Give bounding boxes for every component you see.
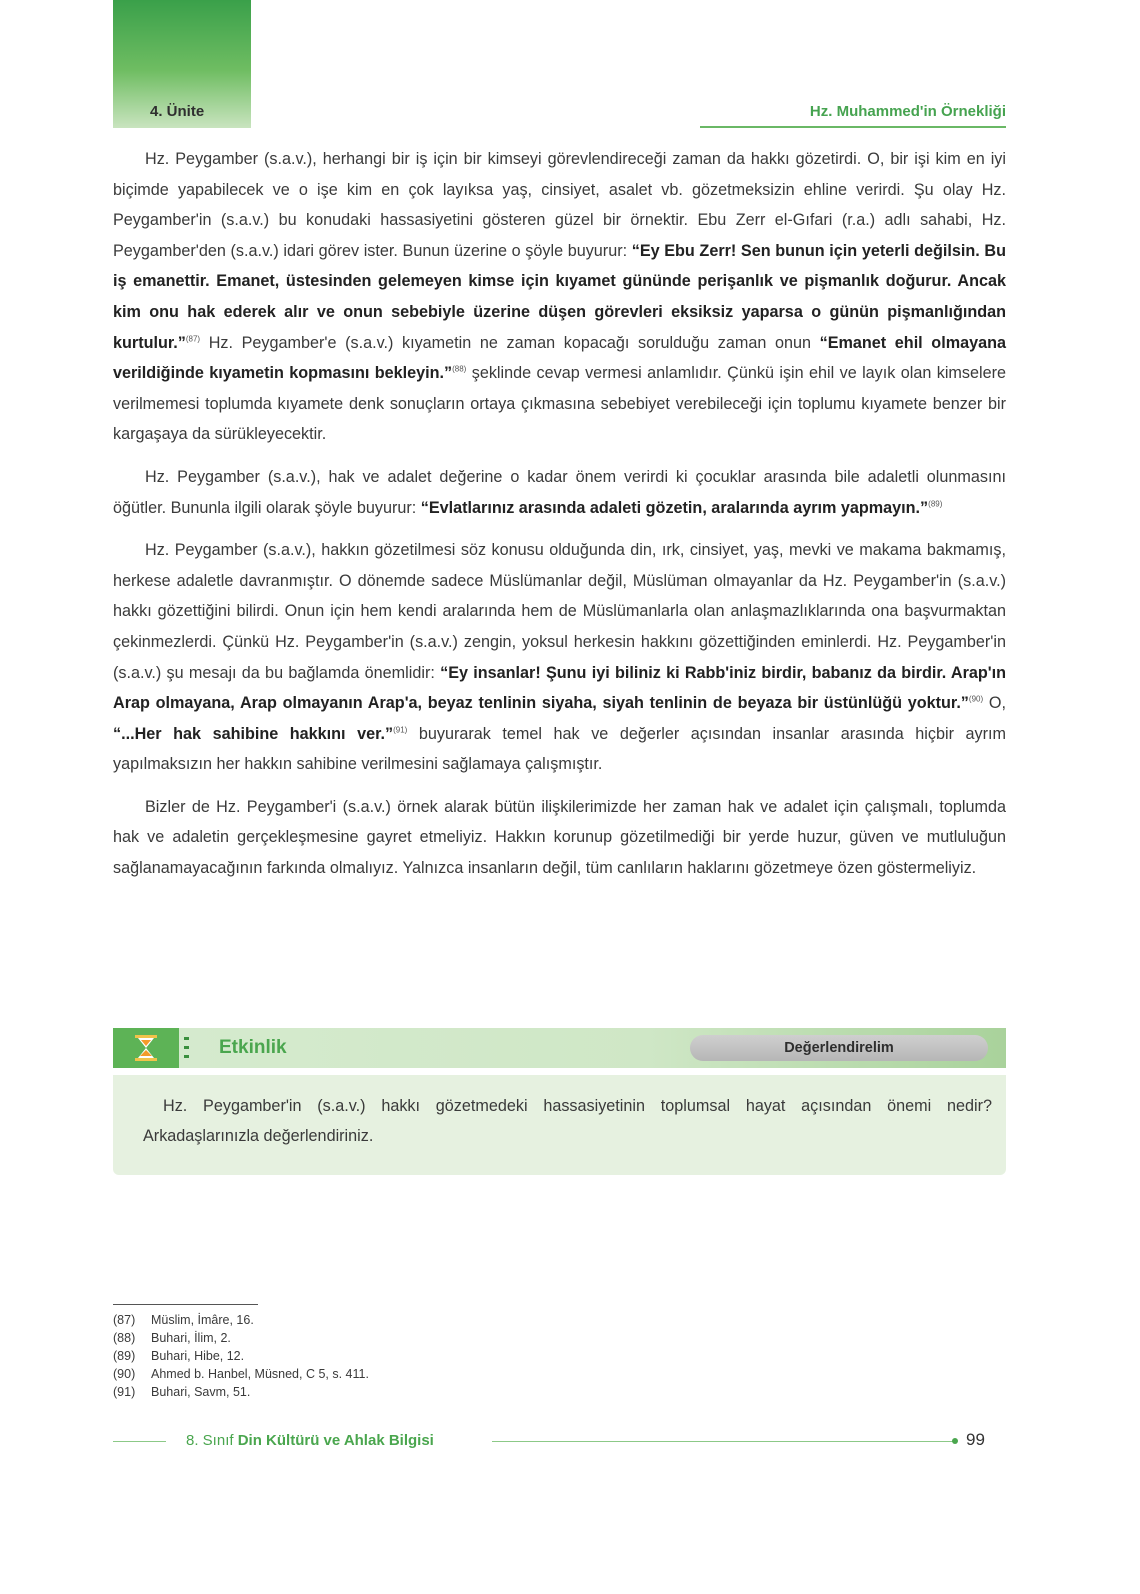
body-paragraph [113, 144, 1006, 450]
activity-question: Hz. Peygamber'in (s.a.v.) hakkı gözetmedeki hassasiyetinin toplumsal hayat açısından önemi nedir? Arkadaşlarınızla değerlendiriniz. [143, 1097, 992, 1145]
hadith-quote: “Emanet ehil olmayana verildiğinde kıyametin kopmasını bekleyin.” [113, 333, 1006, 383]
footer-book-name: Din Kültürü ve Ahlak Bilgisi [237, 1432, 434, 1449]
footnote-item [113, 1311, 369, 1329]
activity-title: Etkinlik [219, 1037, 287, 1058]
body-text-run: Hz. Peygamber (s.a.v.), herhangi bir iş için bir kimseyi görevlendireceği zaman da hakkı gözetirdi. O, bir işi kim en iyi biçimde yapabilecek ve o işe kim en çok layıksa yaş, cinsiyet, asalet vb. gözetmeksizin ehline verirdi. Şu olay Hz. Peygamber'in (s.a.v.) bu konudaki hassasiyetini gösteren güzel bir örnektir. Ebu Zerr el-Gıfari (r.a.) adlı sahabi, Hz. Peygamber'den (s.a.v.) idari görev ister. Bunun üzerine o şöyle buyurur: [113, 150, 1006, 260]
body-paragraph [113, 462, 1006, 523]
body-text-run: şeklinde cevap vermesi anlamlıdır. Çünkü işin ehil ve layık olan kimselere verilmemesi toplumda kıyamete denk sonuçların ortaya çıkmasına sebebiyet verebileceği için toplumu kıyamete benzer bir kargaşaya da sürükleyecektir. [113, 364, 1006, 444]
footnote-number: (87) [113, 1313, 136, 1327]
hadith-quote: “Ey insanlar! Şunu iyi biliniz ki Rabb'iniz birdir, babanız da birdir. Arap'ın Arap olmayana, Arap olmayanın Arap'a, beyaz tenlinin siyaha, siyah tenlinin de beyaza bir üstünlüğü yoktur.” [113, 663, 1007, 713]
footer-grade: 8. Sınıf [186, 1432, 234, 1449]
chapter-title: Hz. Muhammed'in Örnekliği [809, 103, 1006, 120]
header-divider [700, 126, 1006, 128]
footnote-number: (89) [113, 1349, 136, 1363]
footnote-text: Buhari, Savm, 51. [151, 1385, 251, 1399]
hadith-quote: “Evlatlarınız arasında adaleti gözetin, aralarında ayrım yapmayın.” [420, 498, 929, 517]
body-paragraph [113, 792, 1006, 884]
footnote-text: Buhari, Hibe, 12. [151, 1349, 245, 1363]
footnote-ref: (91) [393, 725, 408, 735]
body-text-run: buyurarak temel hak ve değerler açısından insanlar arasında hiçbir ayrım yapılmaksızın her hakkın sahibine verilmesini sağlamaya çalışmıştır. [113, 724, 1006, 774]
footnote-ref: (89) [928, 499, 943, 509]
footer-rule-left [113, 1441, 166, 1442]
body-paragraph [113, 535, 1006, 780]
hadith-quote: “...Her hak sahibine hakkını ver.” [113, 724, 394, 743]
footnote-text: Buhari, İlim, 2. [151, 1331, 231, 1345]
footnote-number: (90) [113, 1367, 136, 1381]
footnote-item [113, 1383, 369, 1401]
footnote-text: Müslim, İmâre, 16. [151, 1313, 254, 1327]
activity-header [113, 1028, 1006, 1068]
footnote-ref: (88) [452, 364, 467, 374]
footnote-item [113, 1365, 369, 1383]
body-text-run: Hz. Peygamber'e (s.a.v.) kıyametin ne zaman kopacağı sorulduğu zaman onun [200, 333, 820, 352]
footnote-divider [113, 1304, 258, 1305]
footer-book-title [186, 1432, 434, 1449]
body-text-run: O, [983, 694, 1006, 713]
unit-label: 4. Ünite [150, 103, 205, 120]
footer-dot [952, 1438, 958, 1444]
hadith-quote: “Ey Ebu Zerr! Sen bunun için yeterli değilsin. Bu iş emanettir. Emanet, üstesinden gelemeyen kimse için kıyamet gününde perişanlık ve pişmanlık doğurur. Ancak kim onu hak ederek alır ve onun sebebiyle üzerine düşen görevleri eksiksiz yaparsa o günün pişmanlığından kurtulur.” [113, 241, 1006, 352]
decorative-dots-icon [183, 1035, 191, 1061]
body-text-run: Hz. Peygamber (s.a.v.), hak ve adalet değerine o kadar önem verirdi ki çocuklar arasında bile adaletli olunmasını öğütler. Bununla ilgili olarak şöyle buyurur: [113, 467, 1006, 517]
footnote-ref: (87) [185, 334, 201, 344]
footnote-item [113, 1347, 369, 1365]
footnote-item [113, 1329, 369, 1347]
body-text-run: Hz. Peygamber (s.a.v.), hakkın gözetilmesi söz konusu olduğunda din, ırk, cinsiyet, yaş, mevki ve makama bakmamış, herkese adaletle davranmıştır. O dönemde sadece Müslümanlar değil, Müslüman olmayanlar da Hz. Peygamber'in (s.a.v.) hakkı gözettiğini bilirdi. Onun için hem kendi aralarında hem de Müslümanlarla olan anlaşmazlıklarında ona başvurmaktan çekinmezlerdi. Çünkü Hz. Peygamber'in (s.a.v.) zengin, yoksul herkesin hakkını gözettiğinden eminlerdi. Hz. Peygamber'in (s.a.v.) şu mesajı da bu bağlamda önemlidir: [113, 541, 1006, 682]
body-text-run: Bizler de Hz. Peygamber'i (s.a.v.) örnek alarak bütün ilişkilerimizde her zaman hak ve adalet için çalışmalı, toplumda hak ve adaletin gerçekleşmesine gayret etmeliyiz. Hakkın korunup gözetilmediği bir yerde huzur, güven ve mutluluğun sağlanamayacağının farkında olmalıyız. Yalnızca insanların değil, tüm canlıların haklarını gözetmeye özen göstermeliyiz. [113, 797, 1006, 878]
footnote-number: (88) [113, 1331, 136, 1345]
hourglass-icon [113, 1028, 179, 1068]
page-number: 99 [966, 1430, 985, 1449]
footnote-text: Ahmed b. Hanbel, Müsned, C 5, s. 411. [151, 1367, 369, 1381]
body-text [113, 144, 1006, 896]
activity-box [113, 1075, 1006, 1175]
footnote-number: (91) [113, 1385, 136, 1399]
activity-badge: Değerlendirelim [690, 1035, 988, 1061]
footnote-ref: (90) [968, 694, 984, 704]
footnote-list [113, 1311, 369, 1401]
footer-rule-right [492, 1441, 954, 1442]
